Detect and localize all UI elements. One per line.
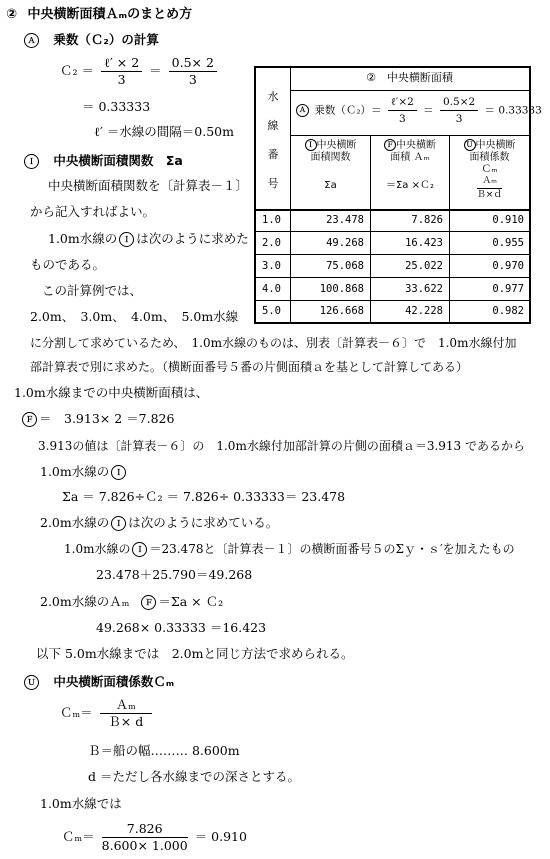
paragraph-line: ものである。 — [30, 257, 106, 272]
table-divider — [290, 135, 529, 136]
circled-i-icon: Ｉ — [305, 139, 317, 151]
table-cell-area: 25.022 — [405, 260, 443, 272]
fraction-1-numerator: ℓ′ × 2 — [101, 56, 142, 72]
table-divider — [256, 254, 529, 255]
table-divider — [256, 231, 529, 232]
table-fraction-2 — [440, 95, 478, 126]
text-span: 2.0m水線の — [40, 515, 110, 530]
paragraph-line: 1.0m水線までの中央横断面積は、 — [14, 385, 209, 400]
fraction-1-denominator: 3 — [117, 72, 126, 87]
circled-i-icon: Ｉ — [119, 232, 134, 247]
table-cell-waterline: 3.0 — [262, 260, 281, 272]
paragraph-line — [40, 515, 278, 531]
header-line: 面積関数 — [310, 152, 351, 163]
table-cell-coefficient: 0.955 — [492, 237, 524, 249]
table-cell-waterline: 5.0 — [262, 305, 281, 317]
paragraph-line: 中央横断面積関数を〔計算表－１〕 — [48, 178, 249, 193]
circled-f-icon: Ｆ — [22, 412, 37, 427]
header-line: 中央横断 — [396, 140, 436, 151]
header-char: 水 — [267, 90, 279, 103]
text-span: ＝Σa × Ｃ₂ — [158, 594, 224, 609]
summary-table — [254, 66, 542, 324]
paragraph-line — [40, 464, 128, 480]
header-line: 面積係数 — [469, 152, 510, 163]
example-formula — [62, 822, 247, 853]
table-cell-coefficient: 0.970 — [492, 260, 524, 272]
header-line: 中央横断 — [316, 140, 357, 151]
fraction-denominator: Ｂ× d — [108, 714, 144, 729]
circled-i-icon: Ｉ — [111, 516, 126, 531]
section-u-title-text: 中央横断面積係数Ｃₘ — [53, 674, 175, 689]
paragraph-line — [48, 231, 249, 247]
paragraph-line — [64, 541, 515, 557]
table-cell-area: 7.826 — [411, 214, 443, 226]
table-cell-sigma-a: 49.268 — [326, 237, 364, 249]
table-fraction-1 — [388, 95, 417, 126]
paragraph-line: に分割して求めているため、 1.0m水線のものは、別表〔計算表－６〕で 1.0m水線付加 — [30, 336, 517, 350]
table-cell-coefficient: 0.977 — [492, 283, 524, 295]
heading-text: 中央横断面積Ａₘのまとめ方 — [27, 7, 193, 22]
text-span: 2.0m水線のＡₘ — [40, 594, 130, 609]
table-divider — [290, 90, 529, 91]
table-divider — [256, 277, 529, 278]
section-i-title-text: 中央横断面積関数 Σa — [53, 153, 183, 168]
text-span: は次のように求めた — [136, 231, 249, 246]
table-cell-area: 33.622 — [405, 283, 443, 295]
circled-a-icon: Ａ — [296, 104, 309, 117]
circled-a-icon: Ａ — [24, 33, 39, 48]
table-cell-area: 16.423 — [405, 237, 443, 249]
paragraph-line: から記入すればよい。 — [30, 204, 156, 219]
table-cell-waterline: 1.0 — [262, 214, 281, 226]
text-span: ＝23.478と〔計算表－１〕の横断面番号５のΣｙ・ｓ′を加えたもの — [149, 542, 515, 556]
fraction-2-numerator: 0.5× 2 — [169, 56, 217, 72]
header-symbol: Σa — [324, 180, 337, 191]
waterline-number-header — [256, 82, 290, 198]
depth-definition: d ＝ただし各水線までの深さとする。 — [88, 769, 300, 784]
section-i-title — [22, 153, 183, 169]
heading-number: ② — [6, 7, 18, 22]
fraction-2-denominator: 3 — [188, 72, 197, 87]
section-heading — [6, 7, 192, 23]
multiplier-result: ＝ 0.33333 — [82, 99, 151, 114]
area-calculation: 49.268× 0.33333 ＝16.423 — [96, 620, 267, 635]
coefficient-formula — [60, 698, 155, 729]
header-fraction — [477, 176, 503, 201]
multiplier-result: ＝ 0.33333 — [484, 104, 542, 117]
equals-sign: ＝ — [149, 63, 162, 78]
sigma-a-calculation: Σa ＝ 7.826÷Ｃ₂ ＝ 7.826÷ 0.33333＝ 23.478 — [62, 489, 346, 504]
text-span: ＝ 3.913× 2 ＝7.826 — [39, 411, 175, 426]
multiplier-label: 乗数（Ｃ₂）＝ — [314, 104, 382, 117]
coefficient-fraction — [100, 698, 152, 729]
example-fraction — [102, 822, 188, 853]
example-result: ＝ 0.910 — [194, 829, 247, 844]
table-cell-waterline: 4.0 — [262, 283, 281, 295]
text-span: 1.0m水線の — [64, 542, 131, 556]
text-span: 1.0m水線の — [48, 231, 118, 246]
table-divider — [256, 300, 529, 301]
formula-lhs: Ｃₘ＝ — [62, 829, 95, 844]
fraction-numerator: 0.5×2 — [440, 95, 478, 111]
interval-definition: ℓ′ ＝水線の間隔＝0.50m — [94, 124, 234, 139]
circled-i-icon: Ｉ — [111, 465, 126, 480]
fraction-numerator: ℓ′×2 — [388, 95, 417, 111]
header-char: 番 — [267, 148, 279, 161]
circled-f-icon: Ｆ — [384, 139, 396, 151]
fraction-denominator: 8.600× 1.000 — [101, 838, 188, 853]
table-cell-waterline: 2.0 — [262, 237, 281, 249]
header-symbol: ＝Σa ×Ｃ₂ — [385, 180, 434, 191]
header-char: 線 — [267, 119, 279, 132]
paragraph-line: 2.0m、 3.0m、 4.0m、 5.0m水線 — [30, 309, 239, 324]
header-char: 号 — [267, 177, 279, 190]
fraction-numerator: Ａₘ — [477, 176, 503, 189]
table-multiplier-row: Ａ 乗数（Ｃ₂）＝ $\frac{\text{ℓ′×2}}{3}$ ＝ $\frac{0.5\times 2}{3}$ ＝ 0.33333 — [294, 95, 529, 126]
text-span: 1.0m水線の — [40, 464, 110, 479]
fraction-numerator: 7.826 — [102, 822, 188, 838]
paragraph-line: 部計算表で別に求めた。（横断面番号５番の片側面積ａを基として計算してある） — [30, 360, 469, 374]
table-cell-coefficient: 0.982 — [492, 305, 524, 317]
example-title: 1.0m水線では — [40, 796, 122, 811]
circled-i-icon: Ｉ — [24, 154, 39, 169]
paragraph-line: この計算例では、 — [42, 283, 143, 298]
beam-definition: Ｂ＝船の幅……… 8.600m — [88, 743, 240, 758]
fraction-2 — [169, 56, 217, 87]
table-cell-sigma-a: 23.478 — [326, 214, 364, 226]
header-line: 中央横断 — [475, 140, 516, 151]
circled-f-icon: Ｆ — [141, 595, 156, 610]
table-cell-coefficient: 0.910 — [492, 214, 524, 226]
paragraph-line — [40, 594, 223, 610]
fraction-1 — [101, 56, 142, 87]
section-a-title — [22, 32, 159, 48]
formula-lhs: Ｃ₂ ＝ — [60, 63, 94, 78]
header-line: 面積 Ａₘ — [390, 152, 430, 163]
formula-lhs: Ｃₘ＝ — [60, 705, 93, 720]
paragraph-line: 3.913の値は〔計算表－６〕の 1.0m水線付加部計算の片側の面積ａ＝3.913 であるから — [38, 439, 525, 453]
table-cell-sigma-a: 100.868 — [319, 283, 364, 295]
f-value-line — [20, 411, 174, 427]
fraction-numerator: Ａₘ — [100, 698, 152, 714]
table-cell-area: 42.228 — [405, 305, 443, 317]
sigma-a-column-header — [291, 139, 370, 192]
multiplier-formula — [60, 56, 220, 87]
table-cell-sigma-a: 75.068 — [326, 260, 364, 272]
header-line: Ｃₘ — [481, 164, 498, 175]
circled-i-icon: Ｉ — [132, 542, 147, 557]
circled-u-icon: Ｕ — [24, 675, 39, 690]
fraction-denominator: Ｂ×ｄ — [476, 190, 503, 200]
coefficient-column-header — [450, 139, 529, 201]
text-span: は次のように求めている。 — [128, 515, 279, 530]
circled-u-icon: Ｕ — [464, 139, 476, 151]
section-u-title — [22, 674, 174, 690]
table-top-header: ② 中央横断面積 — [366, 71, 453, 84]
fraction-denominator: 3 — [455, 113, 463, 125]
area-column-header — [371, 139, 449, 192]
table-divider — [256, 209, 529, 211]
paragraph-line: 以下 5.0m水線までは 2.0mと同じ方法で求められる。 — [36, 646, 354, 661]
fraction-denominator: 3 — [399, 113, 406, 125]
sum-calculation: 23.478＋25.790＝49.268 — [96, 567, 253, 582]
table-cell-sigma-a: 126.668 — [319, 305, 364, 317]
section-a-title-text: 乗数（Ｃ₂）の計算 — [53, 32, 159, 47]
